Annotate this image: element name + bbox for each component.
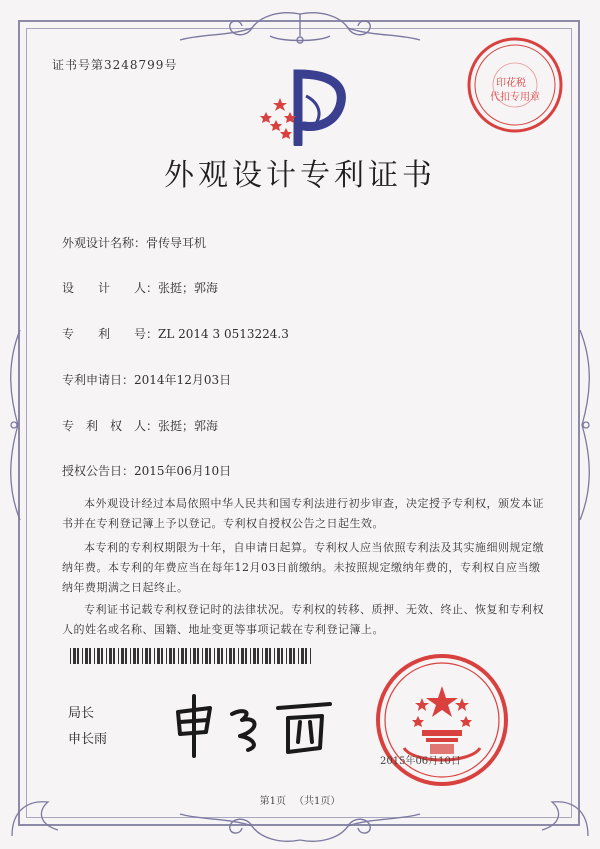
director-signature [170,686,340,760]
paragraph-text: 本专利的专利权期限为十年，自申请日起算。专利权人应当依照专利法及其实施细则规定缴纳年费。本专利的年费应当在每年12月03日前缴纳。未按照规定缴纳年费的，专利权自应当缴纳年费期满之日起终止。 [62,541,544,594]
paragraph-text: 本外观设计经过本局依照中华人民共和国专利法进行初步审查，决定授予专利权，颁发本证书并在专利登记簿上予以登记。专利权自授权公告之日起生效。 [62,497,544,530]
field-label: 专 利 权 人： [62,419,159,433]
field-value: 骨传导耳机 [146,236,207,250]
bottom-ornament [160,806,440,846]
tax-seal-text-2: 代扣专用章 [490,92,540,103]
director-title: 局长 [68,706,95,721]
seal-date: 2015年06月10日 [380,756,461,767]
field-label: 授权公告日： [62,464,135,478]
field-value: 张挺；郭海 [158,281,219,295]
right-ornament [574,330,598,520]
field-designer [62,279,218,296]
certificate-number: 证书号第3248799号 [52,58,178,72]
field-value: 2014年12月03日 [134,373,232,387]
body-paragraph-2 [62,538,548,598]
field-label: 专利申请日： [62,373,135,387]
field-value: 张挺；郭海 [158,419,219,433]
page-number [0,792,600,807]
top-ornament [160,6,440,48]
left-ornament [2,330,26,520]
field-value: 2015年06月10日 [134,464,232,478]
director-name: 申长雨 [68,732,108,747]
corner-ornament-br [532,780,592,840]
field-value: ZL 2014 3 0513224.3 [158,327,289,341]
national-ip-seal [374,652,510,788]
field-label: 设 计 人： [62,281,159,295]
field-patent-number [62,325,289,342]
patent-office-logo [254,66,350,146]
body-paragraph-3 [62,600,548,640]
field-grant-date [62,462,231,479]
field-design-name [62,234,206,251]
corner-ornament-bl [8,780,68,840]
field-patentee [62,417,218,434]
page-current: 第1页 [259,796,286,807]
paragraph-text: 专利证书记载专利权登记时的法律状况。专利权的转移、质押、无效、终止、恢复和专利权人的姓名或名称、国籍、地址变更等事项记载在专利登记簿上。 [62,603,544,636]
barcode [70,648,314,664]
field-label: 专 利 号： [62,327,159,341]
field-label: 外观设计名称： [62,236,147,250]
field-application-date [62,371,231,388]
body-paragraph-1 [62,494,548,534]
page-title: 外观设计专利证书 [164,158,436,193]
tax-seal-text-1: 印花税 [496,78,526,89]
page-total: （共1页） [294,796,341,807]
